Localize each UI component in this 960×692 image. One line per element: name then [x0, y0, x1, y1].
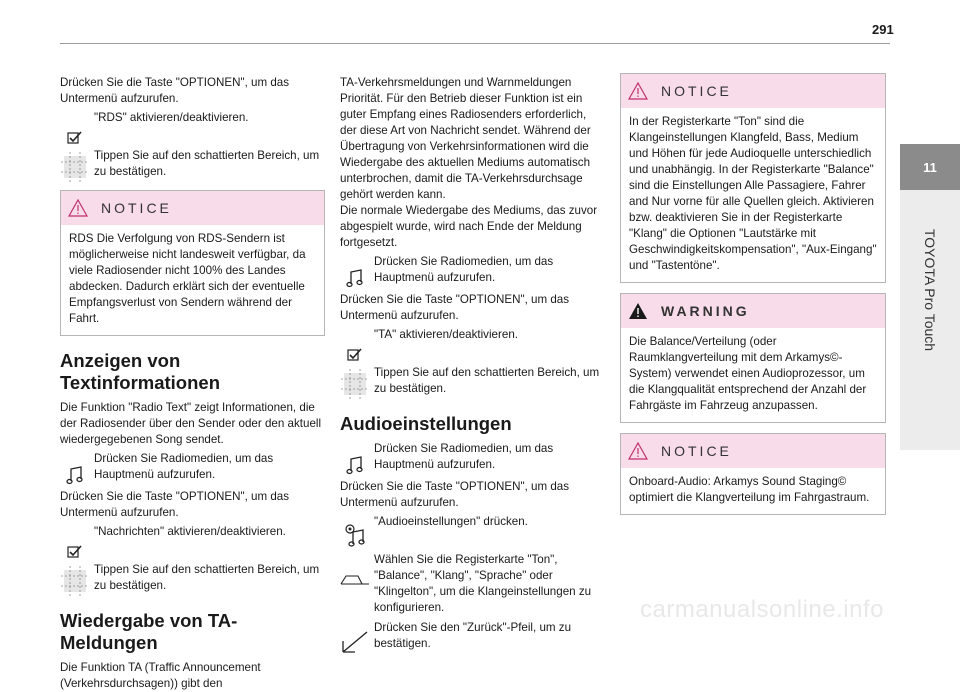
notice-triangle-icon: [627, 81, 649, 101]
notice-box-arkamys: [620, 433, 886, 515]
text-radiomedien: Drücken Sie Radiomedien, um das Hauptmenü aufzurufen.: [374, 255, 554, 284]
warning-body: Die Balance/Verteilung (oder Raumklangverteilung mit dem Arkamys©-System) verwendet einen Audioprozessor, um die Klangqualität entsprechend der Anzahl der Fahrgäste im Fahrzeug anzupassen.: [629, 335, 867, 412]
text-radiotext-intro: Die Funktion "Radio Text" zeigt Informationen, die der Radiosender über den Sender oder den aktuell wiedergegebenen Song sendet.: [60, 401, 322, 446]
notice-box-rds: [60, 190, 325, 336]
step-rds: [60, 110, 325, 144]
warning-title: WARNING: [661, 303, 750, 319]
chapter-tab: 11: [900, 144, 960, 190]
column-1: [60, 75, 325, 692]
warning-header: [621, 294, 885, 328]
step-tap-2: [60, 562, 325, 596]
checkbox-icon: [67, 130, 83, 144]
audio-settings-icon: [343, 522, 367, 548]
heading-ta: Wiedergabe von TA-Meldungen: [60, 610, 238, 653]
text-tap-2: Tippen Sie auf den schattierten Bereich, um zu bestätigen.: [94, 563, 320, 592]
watermark: carmanualsonline.info: [640, 596, 884, 623]
text-ta-intro: Die Funktion TA (Traffic Announcement (Verkehrsdurchsagen)) gibt den: [60, 661, 261, 690]
text-ta-toggle: "TA" aktivieren/deaktivieren.: [374, 328, 518, 341]
checkbox-icon: [347, 347, 363, 361]
step-tap-1: [60, 148, 325, 182]
notice-title: NOTICE: [661, 83, 732, 99]
heading-radiotext: Anzeigen von Textinformationen: [60, 350, 220, 393]
music-note-icon: [66, 465, 84, 485]
step-tap: [340, 365, 606, 399]
text-tap: Tippen Sie auf den schattierten Bereich, um zu bestätigen.: [374, 366, 600, 395]
text-options-2: Drücken Sie die Taste "OPTIONEN", um das Untermenü aufzurufen.: [60, 490, 290, 519]
checkbox-icon: [67, 544, 83, 558]
text-tabs: Wählen Sie die Registerkarte "Ton", "Balance", "Klang", "Sprache" oder "Klingelton", um die Klangeinstellungen zu konfigurieren.: [374, 553, 592, 614]
notice-header: [61, 191, 324, 225]
tab-select-icon: [340, 570, 370, 586]
step-radiomedien-2: [340, 441, 606, 475]
step-radiomedien: [60, 451, 325, 485]
text-audio-press: "Audioeinstellungen" drücken.: [374, 515, 528, 528]
text-rds: "RDS" aktivieren/deaktivieren.: [94, 111, 249, 124]
text-ta-resume: Die normale Wiedergabe des Mediums, das zuvor abgespielt wurde, wird nach Ende der Meldung fortgesetzt.: [340, 204, 598, 249]
text-tap-1: Tippen Sie auf den schattierten Bereich, um zu bestätigen.: [94, 149, 320, 178]
text-options-2: Drücken Sie die Taste "OPTIONEN", um das Untermenü aufzurufen.: [340, 480, 570, 509]
notice-triangle-icon: [67, 198, 89, 218]
shaded-area-icon: [61, 566, 89, 596]
notice-header: [621, 434, 885, 468]
warning-box: [620, 293, 886, 423]
notice-title: NOTICE: [661, 443, 732, 459]
page-number: 291: [872, 22, 894, 37]
chapter-label: TOYOTA Pro Touch: [922, 228, 938, 352]
shaded-area-icon: [61, 152, 89, 182]
shaded-area-icon: [341, 369, 369, 399]
header-rule: [60, 43, 890, 44]
step-radiomedien: [340, 254, 606, 288]
text-radiomedien: Drücken Sie Radiomedien, um das Hauptmenü aufzurufen.: [94, 452, 274, 481]
text-options: Drücken Sie die Taste "OPTIONEN", um das Untermenü aufzurufen.: [60, 76, 290, 105]
music-note-icon: [346, 455, 364, 475]
notice-triangle-icon: [627, 441, 649, 461]
heading-audio: Audioeinstellungen: [340, 413, 512, 434]
notice-box-ton: [620, 73, 886, 283]
text-back: Drücken Sie den "Zurück"-Pfeil, um zu bestätigen.: [374, 621, 572, 650]
column-2: [340, 75, 606, 658]
notice-header: [621, 74, 885, 108]
notice-body: RDS Die Verfolgung von RDS-Sendern ist möglicherweise nicht landesweit verfügbar, da viele Radiosender nicht 100% des Landes abdecken. Dadurch erklärt sich der eventuelle Empfangsverlust von Sendern während der Fahrt.: [69, 232, 306, 325]
step-nachrichten: [60, 524, 325, 558]
notice-title: NOTICE: [101, 200, 172, 216]
text-options: Drücken Sie die Taste "OPTIONEN", um das Untermenü aufzurufen.: [340, 293, 570, 322]
music-note-icon: [346, 268, 364, 288]
warning-triangle-icon: [627, 301, 649, 321]
notice-body: In der Registerkarte "Ton" sind die Klangeinstellungen Klangfeld, Bass, Medium und Höhen für jede Audioquelle unterschiedlich und unabhängig. In der Registerkarte "Balance" sind die Einstellungen Alle Passagiere, Fahrer and Nur vorne für alle Quellen gleich. Aktivieren bzw. deaktivieren Sie in der Registerkarte "Klang" die Optionen "Lautstärke mit Geschwindigkeitskompensation", "Aux-Eingang" und "Tastentöne".: [629, 115, 877, 272]
step-ta: [340, 327, 606, 361]
text-radiomedien-2: Drücken Sie Radiomedien, um das Hauptmenü aufzurufen.: [374, 442, 554, 471]
notice-body: Onboard-Audio: Arkamys Sound Staging© optimiert die Klangverteilung im Fahrgastraum.: [629, 475, 870, 504]
step-back: [340, 620, 606, 654]
text-ta-continued: TA-Verkehrsmeldungen und Warnmeldungen Priorität. Für den Betrieb dieser Funktion ist ein guter Empfang eines Radiosenders erforderlich, der diese Art von Nachricht sendet. Während der Übertragung von Verkehrsinformationen wird die Wiedergabe des aktuellen Mediums automatisch unterbrochen, damit die TA-Verkehrsdurchsage gehört werden kann.: [340, 76, 591, 201]
column-3: [620, 75, 886, 525]
back-arrow-icon: [341, 628, 369, 654]
step-audio-settings: [340, 514, 606, 548]
step-tabs: [340, 552, 606, 616]
text-nachrichten: "Nachrichten" aktivieren/deaktivieren.: [94, 525, 286, 538]
